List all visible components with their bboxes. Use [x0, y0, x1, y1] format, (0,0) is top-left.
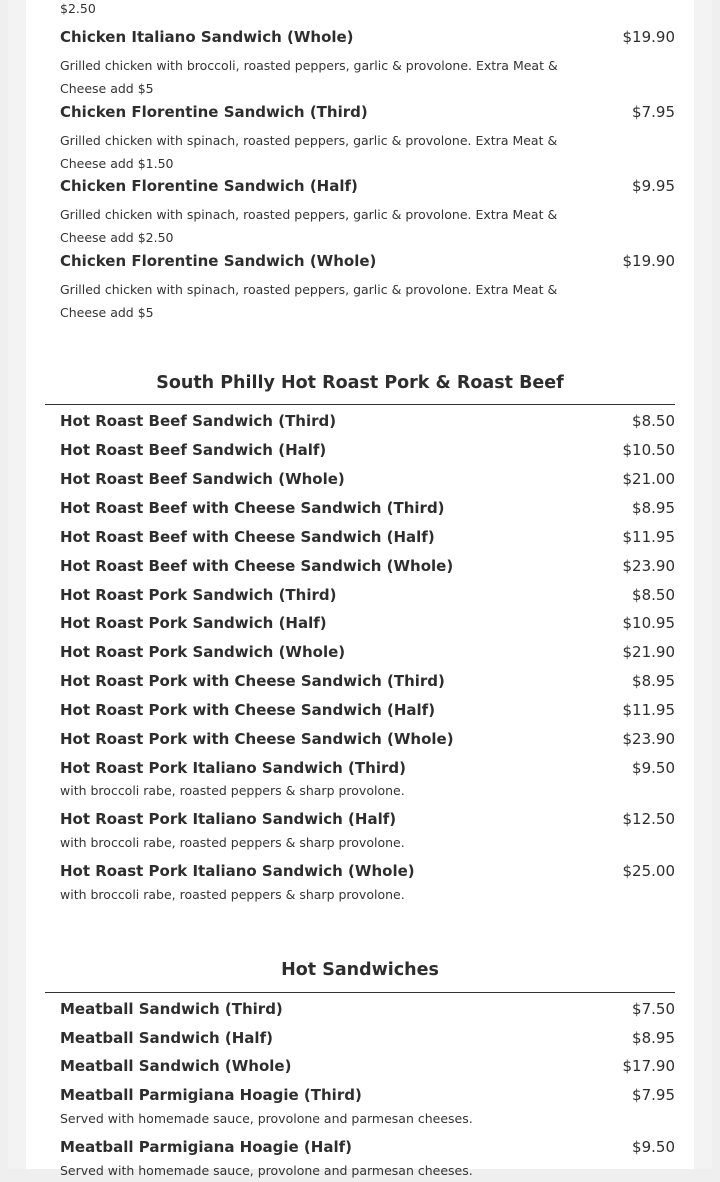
item-name: Hot Roast Pork with Cheese Sandwich (Third) — [60, 672, 445, 690]
item-description: with broccoli rabe, roasted peppers & sharp provolone. — [60, 835, 405, 850]
item-name: Meatball Sandwich (Third) — [60, 1000, 283, 1018]
item-name: Meatball Parmigiana Hoagie (Third) — [60, 1086, 362, 1104]
previous-item-description-tail: $2.50 — [60, 1, 96, 16]
item-name: Meatball Sandwich (Half) — [60, 1029, 273, 1047]
menu-card — [26, 0, 694, 1169]
item-description: with broccoli rabe, roasted peppers & sharp provolone. — [60, 783, 405, 798]
item-description: Served with homemade sauce, provolone and parmesan cheeses. — [60, 1163, 473, 1178]
item-description: Grilled chicken with spinach, roasted peppers, garlic & provolone. Extra Meat & Cheese add $5 — [60, 282, 558, 320]
item-price: $19.90 — [622, 28, 675, 46]
item-name: Hot Roast Pork with Cheese Sandwich (Whole) — [60, 730, 454, 748]
item-name: Hot Roast Pork Italiano Sandwich (Third) — [60, 759, 406, 777]
item-price: $23.90 — [622, 557, 675, 575]
item-name: Hot Roast Pork Sandwich (Third) — [60, 586, 337, 604]
item-price: $9.95 — [632, 177, 675, 195]
item-description: Grilled chicken with spinach, roasted peppers, garlic & provolone. Extra Meat & Cheese add $2.50 — [60, 207, 558, 245]
item-price: $12.50 — [622, 810, 675, 828]
item-description: with broccoli rabe, roasted peppers & sharp provolone. — [60, 887, 405, 902]
item-name: Meatball Parmigiana Hoagie (Half) — [60, 1138, 352, 1156]
item-price: $8.50 — [632, 412, 675, 430]
item-name: Hot Roast Pork Italiano Sandwich (Whole) — [60, 862, 415, 880]
item-price: $25.00 — [622, 862, 675, 880]
section-title: South Philly Hot Roast Pork & Roast Beef — [156, 373, 564, 393]
item-price: $8.50 — [632, 586, 675, 604]
section-divider — [45, 992, 675, 993]
item-description: Grilled chicken with broccoli, roasted peppers, garlic & provolone. Extra Meat & Cheese add $5 — [60, 58, 558, 96]
item-description: Grilled chicken with spinach, roasted peppers, garlic & provolone. Extra Meat & Cheese add $1.50 — [60, 133, 558, 171]
item-price: $7.95 — [632, 103, 675, 121]
item-price: $11.95 — [622, 701, 675, 719]
item-price: $10.50 — [622, 441, 675, 459]
item-price: $7.95 — [632, 1086, 675, 1104]
item-price: $8.95 — [632, 1029, 675, 1047]
item-name: Hot Roast Pork with Cheese Sandwich (Half) — [60, 701, 436, 719]
section-title: Hot Sandwiches — [281, 960, 439, 980]
item-name: Chicken Italiano Sandwich (Whole) — [60, 28, 354, 46]
item-name: Hot Roast Pork Sandwich (Half) — [60, 614, 327, 632]
item-price: $17.90 — [622, 1057, 675, 1075]
item-price: $11.95 — [622, 528, 675, 546]
item-price: $7.50 — [632, 1000, 675, 1018]
item-price: $23.90 — [622, 730, 675, 748]
item-price: $21.90 — [622, 643, 675, 661]
item-name: Hot Roast Beef with Cheese Sandwich (Whole) — [60, 557, 454, 575]
section-divider — [45, 404, 675, 405]
item-price: $10.95 — [622, 614, 675, 632]
item-price: $21.00 — [622, 470, 675, 488]
item-description: Served with homemade sauce, provolone and parmesan cheeses. — [60, 1111, 473, 1126]
item-name: Chicken Florentine Sandwich (Whole) — [60, 252, 377, 270]
item-name: Hot Roast Beef with Cheese Sandwich (Half) — [60, 528, 435, 546]
item-price: $9.50 — [632, 1138, 675, 1156]
item-name: Chicken Florentine Sandwich (Half) — [60, 177, 358, 195]
item-name: Hot Roast Beef Sandwich (Half) — [60, 441, 327, 459]
item-name: Chicken Florentine Sandwich (Third) — [60, 103, 368, 121]
item-name: Hot Roast Beef Sandwich (Third) — [60, 412, 337, 430]
item-price: $8.95 — [632, 672, 675, 690]
item-price: $9.50 — [632, 759, 675, 777]
item-name: Hot Roast Pork Italiano Sandwich (Half) — [60, 810, 397, 828]
item-name: Meatball Sandwich (Whole) — [60, 1057, 292, 1075]
item-price: $8.95 — [632, 499, 675, 517]
item-price: $19.90 — [622, 252, 675, 270]
item-name: Hot Roast Beef with Cheese Sandwich (Third) — [60, 499, 445, 517]
item-name: Hot Roast Beef Sandwich (Whole) — [60, 470, 345, 488]
item-name: Hot Roast Pork Sandwich (Whole) — [60, 643, 346, 661]
